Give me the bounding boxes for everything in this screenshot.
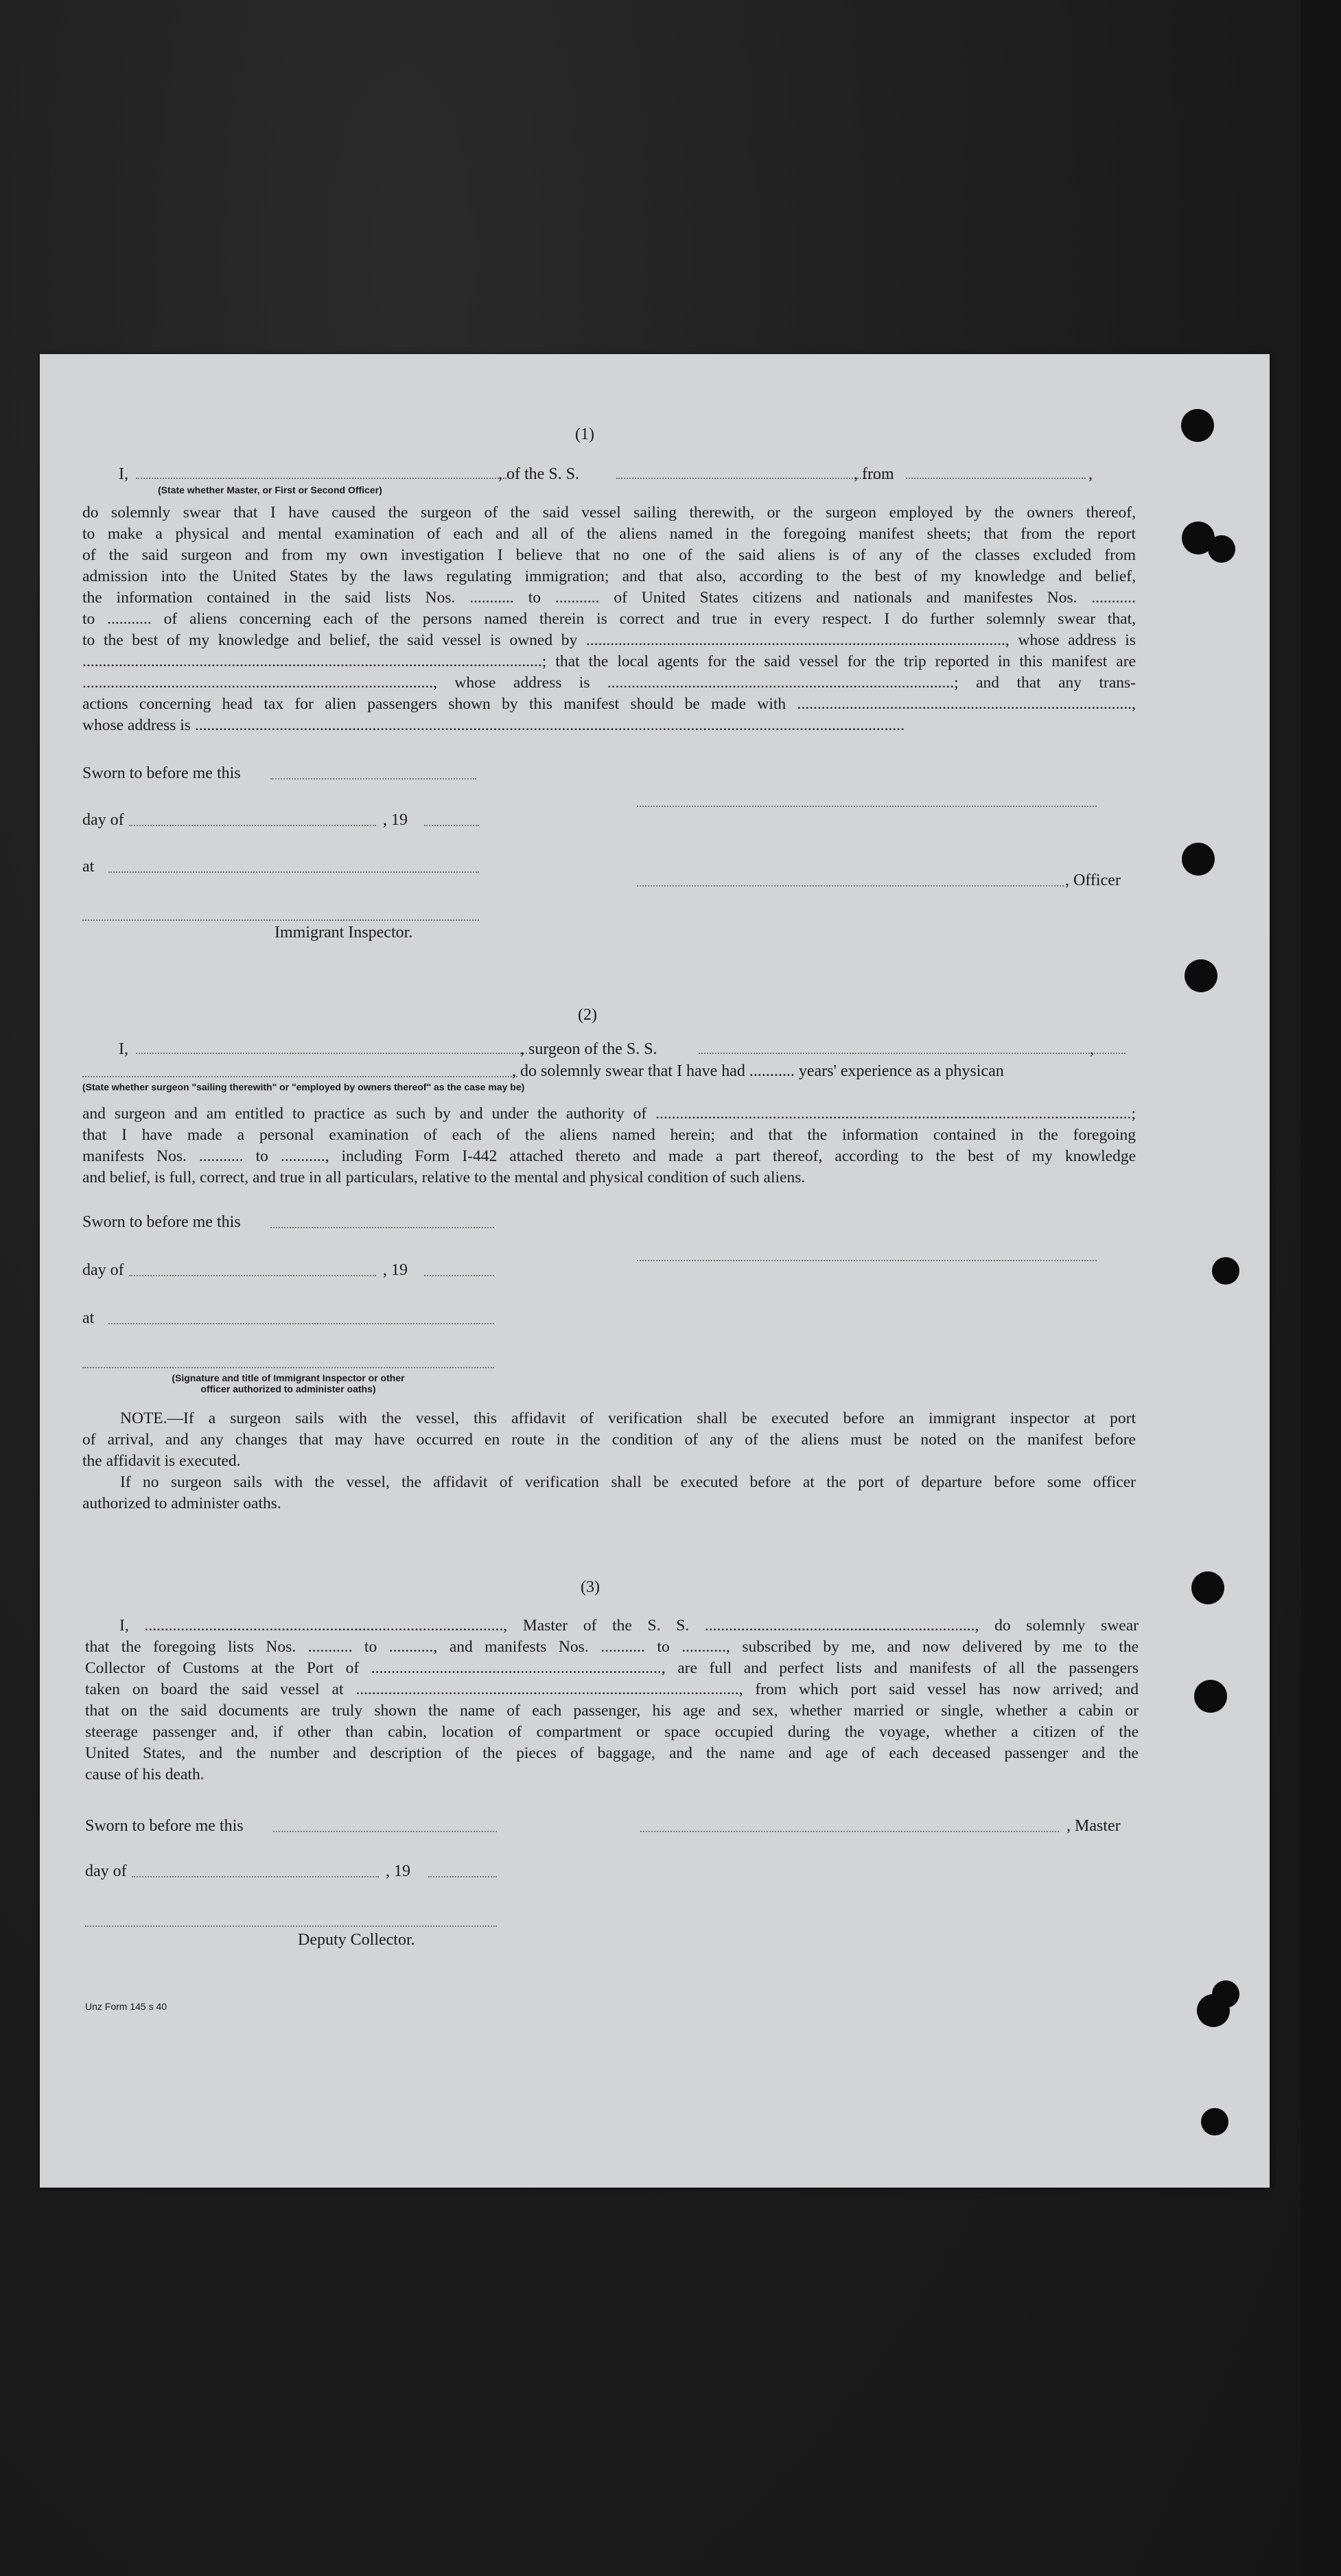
section-3-line: Collector of Customs at the Port of ........................................................................, are full and perfect lists and manifests of all the passengers bbox=[85, 1659, 1139, 1677]
year-label: , 19 bbox=[386, 1862, 410, 1880]
section-1-i: I, bbox=[119, 465, 128, 483]
section-2-number: (2) bbox=[578, 1006, 597, 1024]
blank-line bbox=[82, 1076, 517, 1077]
day-of-label: day of bbox=[85, 1862, 127, 1880]
blank-line bbox=[108, 1323, 494, 1324]
section-1-line: actions concerning head tax for alien passengers shown by this manifest should be made with ..................................................................................., bbox=[82, 695, 1136, 713]
signature-line bbox=[637, 806, 1097, 807]
section-1-line: to the best of my knowledge and belief, the said vessel is owned by ........................................................................................................, whose address is bbox=[82, 631, 1136, 649]
blank-line bbox=[136, 478, 506, 479]
year-label: , 19 bbox=[383, 811, 408, 829]
section-2-i: I, bbox=[119, 1040, 128, 1058]
section-3-line: that on the said documents are truly shown the name of each passenger, his age and sex, whether married or single, whether a cabin or bbox=[85, 1702, 1139, 1720]
note-line: of arrival, and any changes that may have occurred en route in the condition of any of the aliens must be noted on the manifest before bbox=[82, 1431, 1136, 1449]
section-1-line: the information contained in the said lists Nos. ........... to ........... of United States citizens and nationals and manifestes Nos. ........... bbox=[82, 589, 1136, 607]
blank-line bbox=[273, 1831, 497, 1832]
section-1-line: admission into the United States by the laws regulating immigration; and that also, according to the best of my knowledge and belief, bbox=[82, 567, 1136, 585]
section-2-surgeon: , surgeon of the S. S. bbox=[520, 1040, 657, 1058]
section-3-number: (3) bbox=[581, 1578, 600, 1596]
section-1-line: to ........... of aliens concerning each of the persons named therein is correct and true in every respect. I do further solemnly swear that, bbox=[82, 610, 1136, 628]
document-sheet bbox=[40, 354, 1270, 2188]
officer-label: , Officer bbox=[1065, 871, 1121, 889]
blank-line bbox=[85, 1925, 497, 1927]
section-1-line: to make a physical and mental examination of each and all of the aliens named in the foregoing manifest sheets; that from the report bbox=[82, 525, 1136, 543]
section-1-body bbox=[82, 502, 1136, 736]
scan-edge bbox=[1301, 0, 1341, 2576]
section-1-line: ..................................................................................................................; that the local agents for the said vessel for the trip reported in this manifest are bbox=[82, 653, 1136, 670]
inspector-label: Immigrant Inspector. bbox=[275, 924, 413, 941]
section-1-of-ss: , of the S. S. bbox=[498, 465, 580, 483]
section-1-line: ......................................................................................., whose address is ......................................................................................; and that any trans- bbox=[82, 674, 1136, 692]
signature-line bbox=[637, 885, 1064, 887]
sworn-label: Sworn to before me this bbox=[82, 1213, 241, 1231]
section-3-line: taken on board the said vessel at ..............................................................................................., from which port said vessel has now arrived; and bbox=[85, 1681, 1139, 1698]
signature-note-line: (Signature and title of Immigrant Inspector or other bbox=[172, 1372, 405, 1383]
blank-line bbox=[129, 825, 376, 826]
punch-hole bbox=[1212, 1257, 1239, 1285]
punch-hole bbox=[1194, 1680, 1227, 1713]
signature-line bbox=[82, 1367, 494, 1368]
punch-hole bbox=[1208, 535, 1235, 563]
master-label: , Master bbox=[1066, 1817, 1121, 1835]
day-of-label: day of bbox=[82, 811, 124, 829]
note-paragraph bbox=[82, 1408, 1136, 1514]
blank-line bbox=[424, 1275, 494, 1276]
blank-line bbox=[82, 920, 479, 921]
punch-hole bbox=[1191, 1571, 1224, 1604]
section-2-line: and surgeon and am entitled to practice as such by and under the authority of ......................................................................................................................; bbox=[82, 1105, 1136, 1123]
section-1-line: do solemnly swear that I have caused the surgeon of the said vessel sailing therewith, or the surgeon employed by the owners thereof, bbox=[82, 504, 1136, 522]
punch-hole bbox=[1181, 409, 1214, 442]
blank-line bbox=[129, 1275, 376, 1276]
section-2-body bbox=[82, 1103, 1136, 1189]
section-1-line: of the said surgeon and from my own investigation I believe that no one of the said aliens is of any of the classes excluded from bbox=[82, 546, 1136, 564]
punch-hole bbox=[1212, 1980, 1239, 2008]
note-line: If no surgeon sails with the vessel, the affidavit of verification shall be executed before at the port of departure before some officer bbox=[120, 1473, 1136, 1491]
signature-note bbox=[82, 1372, 494, 1394]
section-2-line: that I have made a personal examination of each of the aliens named herein; and that the information contained in the foregoing bbox=[82, 1126, 1136, 1144]
day-of-label: day of bbox=[82, 1261, 124, 1279]
punch-hole bbox=[1182, 843, 1215, 876]
blank-line bbox=[906, 478, 1086, 479]
blank-line bbox=[136, 1053, 527, 1054]
blank-line bbox=[108, 871, 479, 873]
note-line: NOTE.—If a surgeon sails with the vessel, this affidavit of verification shall be executed before an immigrant inspector at port bbox=[120, 1409, 1136, 1427]
punch-hole bbox=[1201, 2108, 1228, 2135]
note-line: the affidavit is executed. bbox=[82, 1452, 241, 1470]
at-label: at bbox=[82, 1309, 95, 1327]
blank-line bbox=[616, 478, 891, 479]
at-label: at bbox=[82, 858, 95, 876]
signature-line bbox=[637, 1260, 1097, 1261]
surgeon-note: (State whether surgeon "sailing therewith" or "employed by owners thereof" as the case may be) bbox=[82, 1081, 525, 1092]
section-2-line: manifests Nos. ........... to ..........., including Form I-442 attached thereto and made a part thereof, according to the best of my knowledge bbox=[82, 1147, 1136, 1165]
section-2-end: , bbox=[1090, 1040, 1094, 1058]
year-label: , 19 bbox=[383, 1261, 408, 1279]
blank-line bbox=[270, 778, 476, 780]
blank-line bbox=[699, 1053, 1126, 1054]
sworn-label: Sworn to before me this bbox=[82, 764, 241, 782]
form-id: Unz Form 145 s 40 bbox=[85, 2001, 167, 2012]
section-1-from: , from bbox=[854, 465, 894, 483]
section-3-body bbox=[85, 1615, 1139, 1785]
section-1-number: (1) bbox=[575, 425, 594, 443]
note-line: authorized to administer oaths. bbox=[82, 1495, 281, 1512]
collector-label: Deputy Collector. bbox=[298, 1931, 415, 1949]
section-3-line: cause of his death. bbox=[85, 1766, 205, 1783]
sworn-label: Sworn to before me this bbox=[85, 1817, 244, 1835]
blank-line bbox=[132, 1876, 379, 1877]
blank-line bbox=[270, 1227, 494, 1228]
punch-hole bbox=[1185, 959, 1217, 992]
section-3-line: that the foregoing lists Nos. ........... to ..........., and manifests Nos. ........... to ..........., subscribed by me, and now delivered by me to the bbox=[85, 1638, 1139, 1656]
section-3-line: steerage passenger and, if other than cabin, location of compartment or space occupied during the voyage, whether a citizen of the bbox=[85, 1723, 1139, 1741]
section-1-end: , bbox=[1088, 465, 1093, 483]
blank-line bbox=[424, 825, 479, 826]
master-note: (State whether Master, or First or Second Officer) bbox=[158, 484, 382, 495]
section-2-line: and belief, is full, correct, and true in all particulars, relative to the mental and physical condition of such aliens. bbox=[82, 1169, 806, 1186]
section-1-line: whose address is ................................................................................................................................................................................ bbox=[82, 716, 905, 734]
section-3-line: I, ........................................................................................., Master of the S. S. ..................................................................., do solemnly swear bbox=[119, 1617, 1139, 1635]
signature-note-line: officer authorized to administer oaths) bbox=[200, 1383, 376, 1394]
blank-line bbox=[428, 1876, 497, 1877]
section-3-line: United States, and the number and description of the pieces of baggage, and the name and age of each deceased passenger and the bbox=[85, 1744, 1139, 1762]
section-2-line2: , do solemnly swear that I have had ........... years' experience as a physican bbox=[512, 1062, 1004, 1080]
signature-line bbox=[640, 1831, 1059, 1832]
